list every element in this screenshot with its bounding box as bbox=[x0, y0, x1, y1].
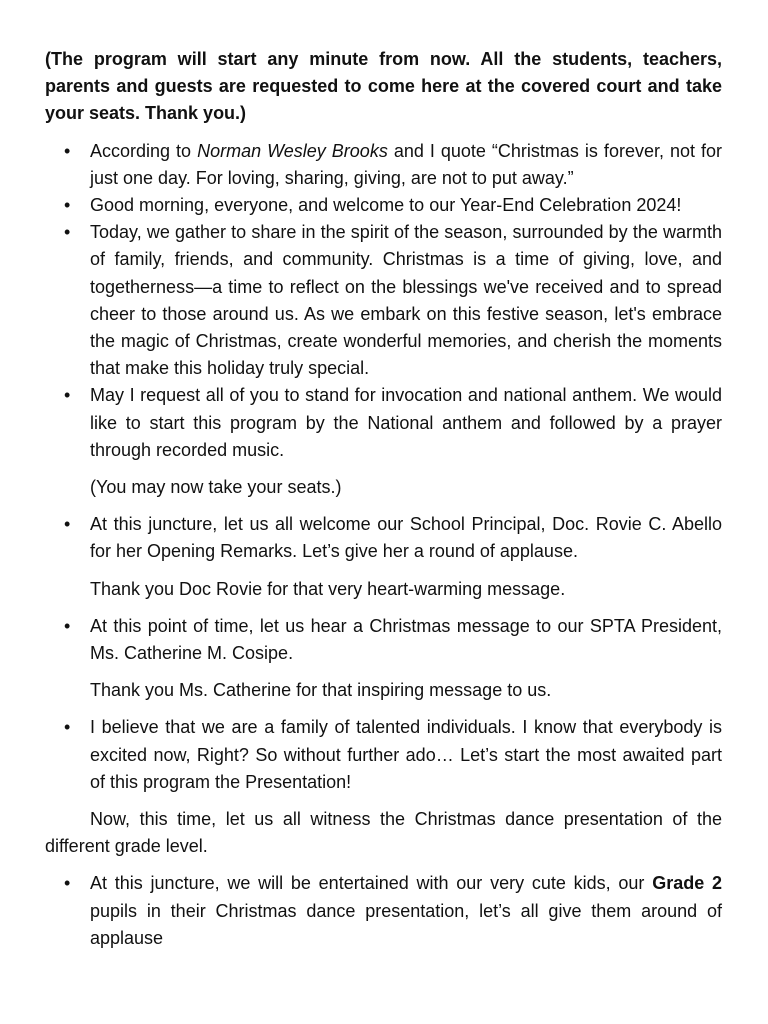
note-take-seats: (You may now take your seats.) bbox=[90, 477, 342, 498]
spta-text: At this point of time, let us hear a Christmas message to our SPTA President, Ms. Catherine M. Cosipe. bbox=[90, 615, 722, 664]
note-thank-principal: Thank you Doc Rovie for that very heart-warming message. bbox=[90, 578, 566, 599]
gathering-text: Today, we gather to share in the spirit of the season, surrounded by the warmth of family, friends, and community. Christmas is a time of giving, love, and togetherness—a time to reflect on the blessings we've received and to spread cheer to those around us. As we embark on this festive season, let's embrace the magic of Christmas, create wonderful memories, and cherish the moments that make this holiday truly special. bbox=[90, 222, 722, 379]
bullet-icon: • bbox=[64, 385, 71, 406]
bullet-icon: • bbox=[64, 615, 71, 636]
bullet-welcome bbox=[45, 192, 722, 219]
bullet-icon: • bbox=[64, 195, 71, 216]
bullet-gathering bbox=[45, 219, 722, 382]
quote-author: Norman Wesley Brooks bbox=[197, 140, 388, 161]
intro-announcement: (The program will start any minute from now. All the students, teachers, parents and guests are requested to come here at the covered court and take your seats. Thank you.) bbox=[45, 49, 722, 124]
bullet-principal bbox=[45, 511, 722, 565]
note-thank-spta: Thank you Ms. Catherine for that inspiring message to us. bbox=[90, 680, 552, 701]
bullet-invocation bbox=[45, 382, 722, 464]
talent-text: I believe that we are a family of talented individuals. I know that everybody is excited now, Right? So without further ado… Let’s start the most awaited part of this program the Presentation! bbox=[90, 717, 722, 792]
dance-intro-paragraph: Now, this time, let us all witness the Christmas dance presentation of the different grade level. bbox=[45, 809, 722, 857]
grade2-label: Grade 2 bbox=[652, 873, 722, 894]
bullet-icon: • bbox=[64, 140, 71, 161]
bullet-list-1 bbox=[45, 138, 722, 464]
bullet-list-5 bbox=[45, 870, 722, 952]
grade2-post-text: pupils in their Christmas dance presentation, let’s all give them around of applause bbox=[90, 900, 722, 948]
bullet-grade2 bbox=[45, 870, 722, 952]
bullet-list-3 bbox=[45, 613, 722, 667]
bullet-list-2 bbox=[45, 511, 722, 565]
invocation-text: May I request all of you to stand for invocation and national anthem. We would like to start this program by the National anthem and followed by a prayer through recorded music. bbox=[90, 385, 722, 460]
bullet-icon: • bbox=[64, 222, 71, 243]
bullet-spta bbox=[45, 613, 722, 667]
grade2-pre-text: At this juncture, we will be entertained with our very cute kids, our bbox=[90, 873, 653, 894]
bullet-icon: • bbox=[64, 514, 71, 535]
quote-intro-text: According to bbox=[90, 140, 198, 161]
quote-text: and I quote “Christmas is forever, not for just one day. For loving, sharing, giving, are not to put away.” bbox=[90, 140, 723, 188]
bullet-talent bbox=[45, 714, 722, 796]
bullet-icon: • bbox=[64, 873, 71, 894]
bullet-icon: • bbox=[64, 717, 71, 738]
bullet-list-4 bbox=[45, 714, 722, 796]
bullet-quote bbox=[45, 138, 722, 192]
welcome-text: Good morning, everyone, and welcome to our Year-End Celebration 2024! bbox=[90, 195, 682, 216]
principal-text: At this juncture, let us all welcome our School Principal, Doc. Rovie C. Abello for her Opening Remarks. Let’s give her a round of applause. bbox=[90, 514, 722, 562]
